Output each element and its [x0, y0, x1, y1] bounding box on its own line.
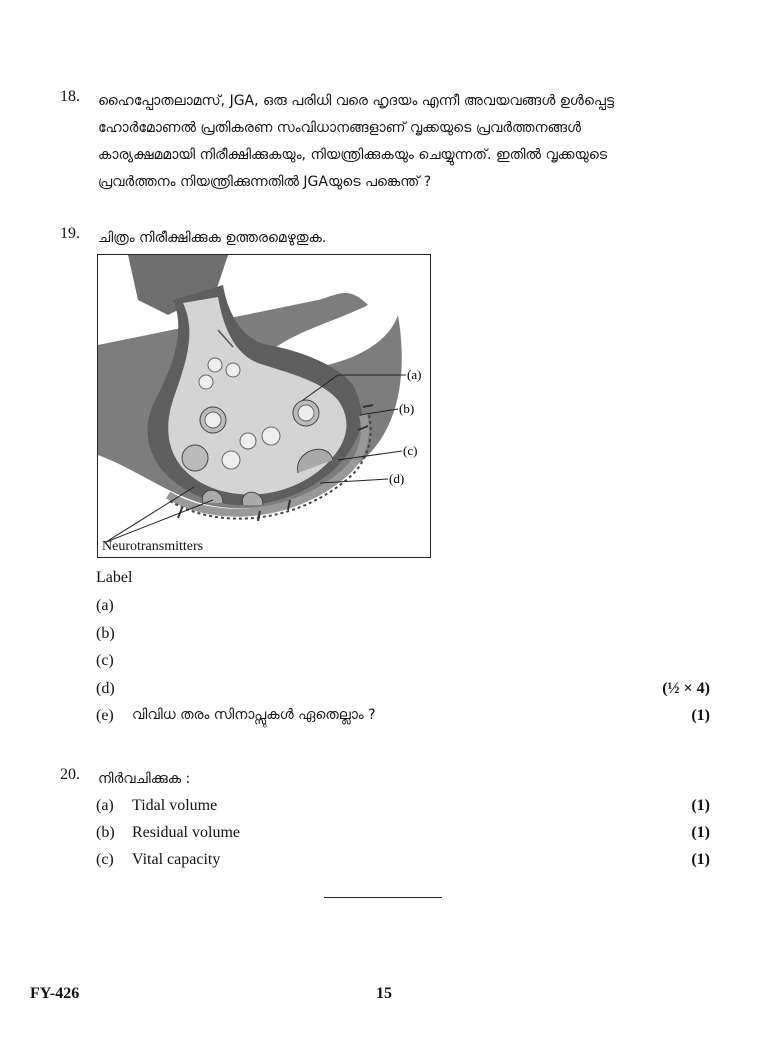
question-number: 20.	[60, 766, 80, 783]
mitochondrion	[208, 358, 222, 372]
question-number: 18.	[60, 88, 80, 105]
item-mark: (1)	[691, 824, 710, 841]
question-number: 19.	[60, 225, 80, 242]
synapse-diagram	[97, 254, 431, 558]
item-label: (b)	[96, 625, 115, 642]
item-label: (a)	[96, 597, 114, 614]
item-label: (b)	[96, 824, 115, 841]
figure-label-a: (a)	[407, 367, 422, 382]
item-label: (a)	[96, 797, 114, 814]
answer-row	[96, 652, 710, 674]
item-label: (e)	[96, 707, 114, 724]
synaptic-vesicle-core	[205, 412, 221, 428]
answer-row	[96, 824, 710, 846]
synaptic-vesicle	[222, 451, 240, 469]
figure-label-d: (d)	[389, 471, 405, 486]
synaptic-vesicle-core	[298, 405, 314, 421]
item-mark: (1)	[691, 797, 710, 814]
synaptic-vesicle	[262, 427, 280, 445]
item-text: Vital capacity	[132, 851, 221, 868]
item-mark: (1)	[691, 851, 710, 868]
item-mark: (½ × 4)	[662, 680, 710, 697]
mitochondrion	[199, 375, 213, 389]
answer-row	[96, 797, 710, 819]
leader-line-neurotransmitters	[106, 500, 213, 542]
question-line: ഹോർമോണൽ പ്രതികരണ സംവിധാനങ്ങളാണ് വൃക്കയുടെ പ്രവർത്തനങ്ങൾ	[98, 120, 582, 136]
leader-line-neurotransmitters	[106, 487, 194, 542]
answer-row	[96, 625, 710, 647]
answer-row	[96, 707, 710, 729]
item-mark: (1)	[691, 707, 710, 724]
question-18	[60, 88, 720, 196]
question-20	[60, 766, 720, 793]
figure-caption: Neurotransmitters	[102, 539, 204, 554]
item-text: Tidal volume	[132, 797, 218, 814]
answer-row	[96, 680, 710, 702]
synaptic-vesicle	[240, 433, 256, 449]
question-line: കാര്യക്ഷമമായി നിരീക്ഷിക്കുകയും, നിയന്ത്രിക്കുകയും ചെയ്യുന്നത്. ഇതിൽ വൃക്കയുടെ	[98, 147, 608, 163]
synaptic-vesicle	[182, 445, 208, 471]
figure-label-b: (b)	[399, 401, 415, 416]
answer-row	[96, 597, 710, 619]
label-heading-row	[96, 569, 710, 591]
answer-row	[96, 851, 710, 873]
question-19	[60, 225, 720, 252]
item-text: വിവിധ തരം സിനാപ്സുകൾ ഏതെല്ലാം ?	[132, 707, 376, 723]
item-label: (c)	[96, 851, 114, 868]
item-label: (d)	[96, 680, 115, 697]
label-heading: Label	[96, 569, 133, 586]
synapse-illustration	[98, 255, 431, 558]
question-instruction: ചിത്രം നിരീക്ഷിക്കുക ഉത്തരമെഴുതുക.	[98, 230, 327, 246]
paper-code: FY-426	[30, 985, 80, 1002]
figure-label-c: (c)	[403, 443, 418, 458]
end-rule	[324, 897, 442, 898]
question-line: ഹൈപ്പോതലാമസ്, JGA, ഒരു പരിധി വരെ ഹൃദയം എന്നീ അവയവങ്ങൾ ഉൾപ്പെട്ട	[98, 93, 615, 109]
question-line: പ്രവർത്തനം നിയന്ത്രിക്കുന്നതിൽ JGAയുടെ പങ്കെന്ത് ?	[98, 174, 432, 190]
item-text: Residual volume	[132, 824, 240, 841]
mitochondrion	[226, 363, 240, 377]
page-number: 15	[376, 985, 392, 1002]
question-instruction: നിർവചിക്കുക :	[98, 771, 191, 787]
item-label: (c)	[96, 652, 114, 669]
question-text	[98, 88, 720, 196]
